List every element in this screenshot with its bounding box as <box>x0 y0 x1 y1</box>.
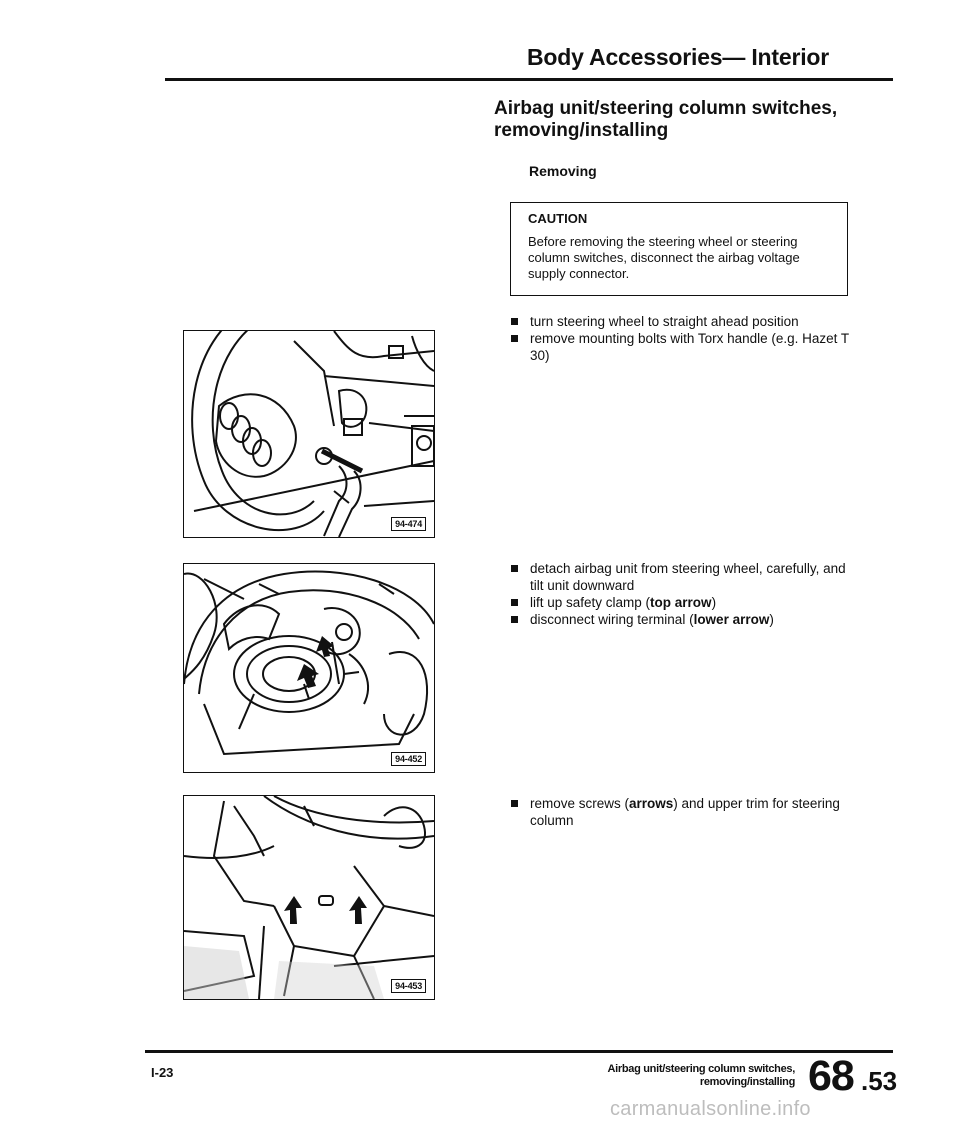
step-text: remove screws ( <box>530 796 630 811</box>
section-number-sub: .53 <box>861 1066 898 1096</box>
steps-group-3 <box>510 795 880 829</box>
steps-group-2 <box>510 560 850 628</box>
step-emphasis: top arrow <box>650 595 712 610</box>
caution-label: CAUTION <box>528 211 588 226</box>
caution-box <box>510 202 848 296</box>
figure-number: 94-452 <box>391 752 426 766</box>
page-header-title: Body Accessories— Interior <box>527 44 829 70</box>
section-title: Airbag unit/steering column switches, removing/installing <box>494 98 838 141</box>
step-text: ) and upper trim for steering column <box>530 796 840 828</box>
section-number-main: 68 <box>808 1052 854 1100</box>
footer-section-line: Airbag unit/steering column switches, <box>607 1063 795 1075</box>
step-item: detach airbag unit from steering wheel, carefully, and tilt unit downward <box>510 560 850 594</box>
figure-steering-column-trim <box>183 795 435 1000</box>
step-emphasis: arrows <box>629 796 674 811</box>
footer-section-line: removing/installing <box>699 1076 795 1088</box>
header-rule <box>165 78 893 81</box>
airbag-connector-illustration-icon <box>184 564 434 772</box>
page-id: I-23 <box>151 1065 174 1080</box>
step-text: ) <box>711 595 717 610</box>
figure-number: 94-453 <box>391 979 426 993</box>
footer-rule <box>145 1050 893 1053</box>
watermark: carmanualsonline.info <box>610 1098 811 1120</box>
step-item <box>510 795 880 829</box>
subheading-removing: Removing <box>529 163 597 179</box>
step-item: turn steering wheel to straight ahead position <box>510 313 850 330</box>
steps-group-1 <box>510 313 850 364</box>
figure-airbag-connector <box>183 563 435 773</box>
figure-steering-wheel <box>183 330 435 538</box>
footer-section-title <box>600 1063 795 1089</box>
figure-number: 94-474 <box>391 517 426 531</box>
step-item: remove mounting bolts with Torx handle (e.g. Hazet T 30) <box>510 330 850 364</box>
step-emphasis: lower arrow <box>693 612 770 627</box>
step-text: lift up safety clamp ( <box>530 595 651 610</box>
steering-column-trim-illustration-icon <box>184 796 434 999</box>
step-text: disconnect wiring terminal ( <box>530 612 694 627</box>
steering-wheel-torx-illustration-icon <box>184 331 434 537</box>
step-text: ) <box>769 612 774 627</box>
step-item <box>510 594 850 611</box>
caution-text: Before removing the steering wheel or steering column switches, disconnect the airbag voltage supply connector. <box>528 234 800 281</box>
step-item <box>510 611 850 628</box>
